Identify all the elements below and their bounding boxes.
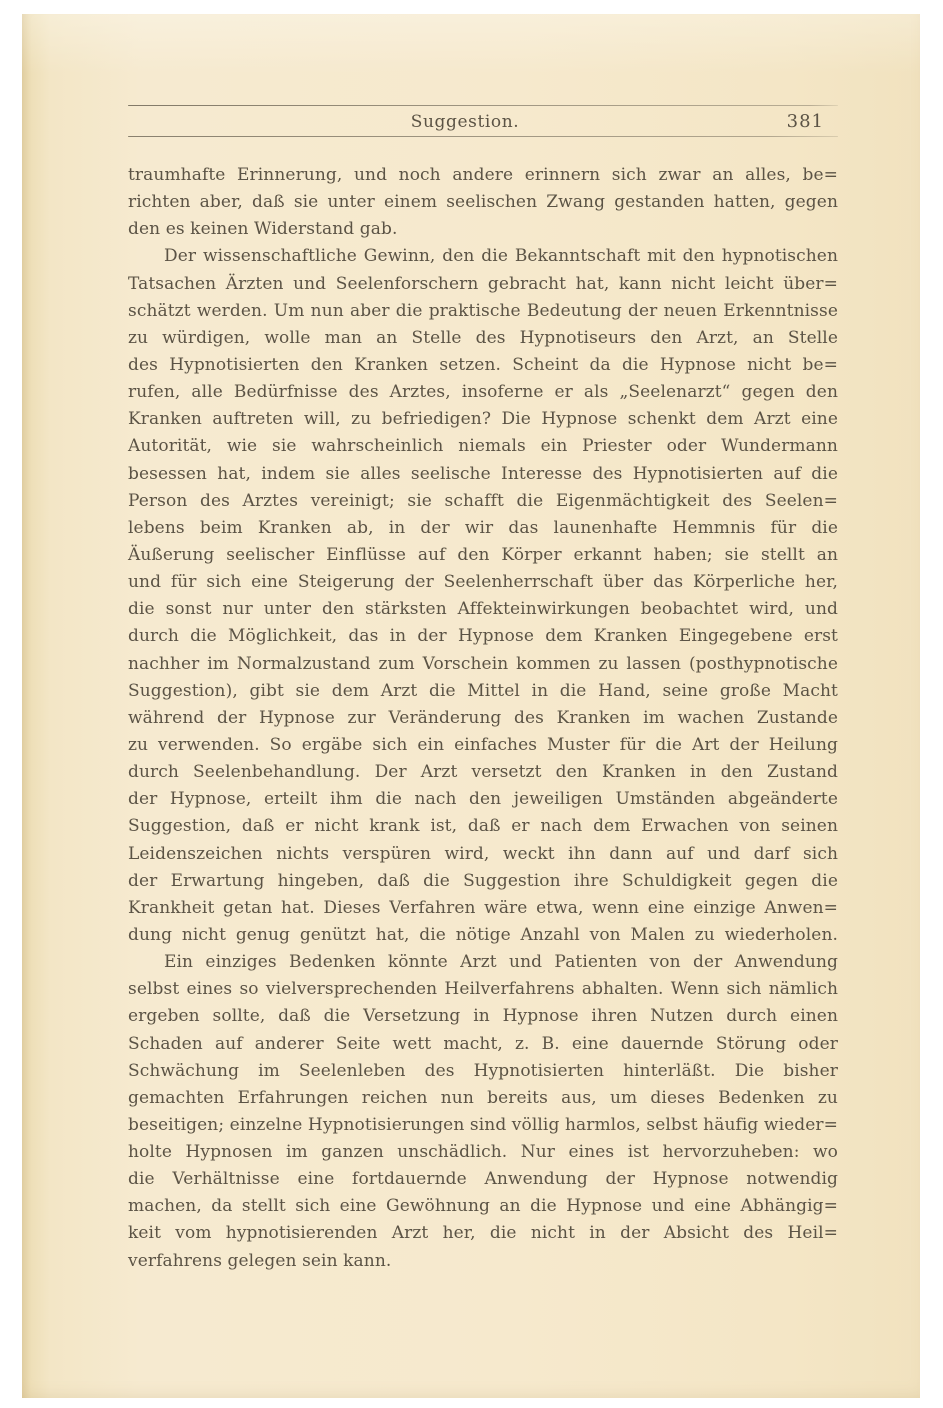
text-line: Der wissenschaftliche Gewinn, den die Bekanntschaft mit den hypnotischen bbox=[164, 246, 838, 267]
text-line: verfahrens gelegen sein kann. bbox=[128, 1250, 392, 1271]
text-line: Person des Arztes vereinigt; sie schafft die Eigenmächtigkeit des Seelen= bbox=[128, 490, 838, 511]
text-line: schätzt werden. Um nun aber die praktische Bedeutung der neuen Erkenntnisse bbox=[128, 300, 838, 321]
text-line: Suggestion, daß er nicht krank ist, daß er nach dem Erwachen von seinen bbox=[128, 816, 838, 837]
header-rule-top bbox=[128, 105, 838, 106]
text-line: Schaden auf anderer Seite wett macht, z. B. eine dauernde Störung oder bbox=[128, 1033, 838, 1054]
text-line: besessen hat, indem sie alles seelische Interesse des Hypnotisierten auf die bbox=[128, 463, 838, 484]
text-line: und für sich eine Steigerung der Seelenherrschaft über das Körperliche her, bbox=[128, 572, 838, 593]
text-line: richten aber, daß sie unter einem seelischen Zwang gestanden hatten, gegen bbox=[128, 192, 838, 213]
text-line: durch Seelenbehandlung. Der Arzt versetzt den Kranken in den Zustand bbox=[128, 762, 838, 783]
page-number: 381 bbox=[786, 111, 824, 132]
text-line: Kranken auftreten will, zu befriedigen? Die Hypnose schenkt dem Arzt eine bbox=[128, 409, 838, 430]
text-line: der Hypnose, erteilt ihm die nach den jeweiligen Umständen abgeänderte bbox=[128, 789, 838, 810]
text-line: die Verhältnisse eine fortdauernde Anwendung der Hypnose notwendig bbox=[128, 1169, 838, 1190]
text-line: lebens beim Kranken ab, in der wir das launenhafte Hemmnis für die bbox=[128, 517, 838, 538]
text-line: Tatsachen Ärzten und Seelenforschern gebracht hat, kann nicht leicht über= bbox=[128, 273, 838, 294]
text-line: Schwächung im Seelenleben des Hypnotisierten hinterläßt. Die bisher bbox=[128, 1060, 838, 1081]
text-line: die sonst nur unter den stärksten Affekteinwirkungen beobachtet wird, und bbox=[128, 599, 838, 620]
text-line: Autorität, wie sie wahrscheinlich niemals ein Priester oder Wundermann bbox=[128, 436, 838, 457]
text-line: machen, da stellt sich eine Gewöhnung an die Hypnose und eine Abhängig= bbox=[128, 1196, 838, 1217]
page-paper bbox=[22, 14, 920, 1398]
running-header-title: Suggestion. bbox=[410, 112, 520, 132]
text-line: holte Hypnosen im ganzen unschädlich. Nur eines ist hervorzuheben: wo bbox=[128, 1142, 838, 1163]
text-line: Krankheit getan hat. Dieses Verfahren wäre etwa, wenn eine einzige Anwen= bbox=[128, 897, 838, 918]
text-line: den es keinen Widerstand gab. bbox=[128, 219, 398, 240]
header-row bbox=[128, 110, 838, 134]
body-text bbox=[128, 162, 838, 1275]
text-line: traumhafte Erinnerung, und noch andere erinnern sich zwar an alles, be= bbox=[128, 165, 838, 185]
text-line: der Erwartung hingeben, daß die Suggestion ihre Schuldigkeit gegen die bbox=[128, 870, 838, 891]
header-rule-bottom bbox=[128, 136, 838, 137]
text-line: des Hypnotisierten den Kranken setzen. Scheint da die Hypnose nicht be= bbox=[128, 354, 838, 375]
text-line: Ein einziges Bedenken könnte Arzt und Patienten von der Anwendung bbox=[164, 952, 838, 973]
text-line: ergeben sollte, daß die Versetzung in Hypnose ihren Nutzen durch einen bbox=[128, 1006, 838, 1027]
text-line: zu würdigen, wolle man an Stelle des Hypnotiseurs den Arzt, an Stelle bbox=[128, 327, 838, 348]
text-line: beseitigen; einzelne Hypnotisierungen sind völlig harmlos, selbst häufig wieder= bbox=[128, 1114, 838, 1135]
text-line: dung nicht genug genützt hat, die nötige Anzahl von Malen zu wiederholen. bbox=[128, 924, 838, 945]
text-line: durch die Möglichkeit, das in der Hypnose dem Kranken Eingegebene erst bbox=[128, 626, 838, 647]
text-line: gemachten Erfahrungen reichen nun bereits aus, um dieses Bedenken zu bbox=[128, 1087, 838, 1108]
text-line: während der Hypnose zur Veränderung des Kranken im wachen Zustande bbox=[128, 707, 838, 728]
text-line: Äußerung seelischer Einflüsse auf den Körper erkannt haben; sie stellt an bbox=[128, 544, 838, 565]
text-line: Leidenszeichen nichts verspüren wird, weckt ihn dann auf und darf sich bbox=[128, 843, 838, 864]
text-line: rufen, alle Bedürfnisse des Arztes, insoferne er als „Seelenarzt“ gegen den bbox=[128, 382, 838, 403]
text-line: selbst eines so vielversprechenden Heilverfahrens abhalten. Wenn sich nämlich bbox=[128, 979, 838, 1000]
text-line: nachher im Normalzustand zum Vorschein kommen zu lassen (posthypnotische bbox=[128, 653, 838, 674]
text-line: zu verwenden. So ergäbe sich ein einfaches Muster für die Art der Heilung bbox=[128, 734, 838, 755]
text-line: keit vom hypnotisierenden Arzt her, die nicht in der Absicht des Heil= bbox=[128, 1223, 838, 1244]
text-line: Suggestion), gibt sie dem Arzt die Mittel in die Hand, seine große Macht bbox=[128, 680, 838, 701]
